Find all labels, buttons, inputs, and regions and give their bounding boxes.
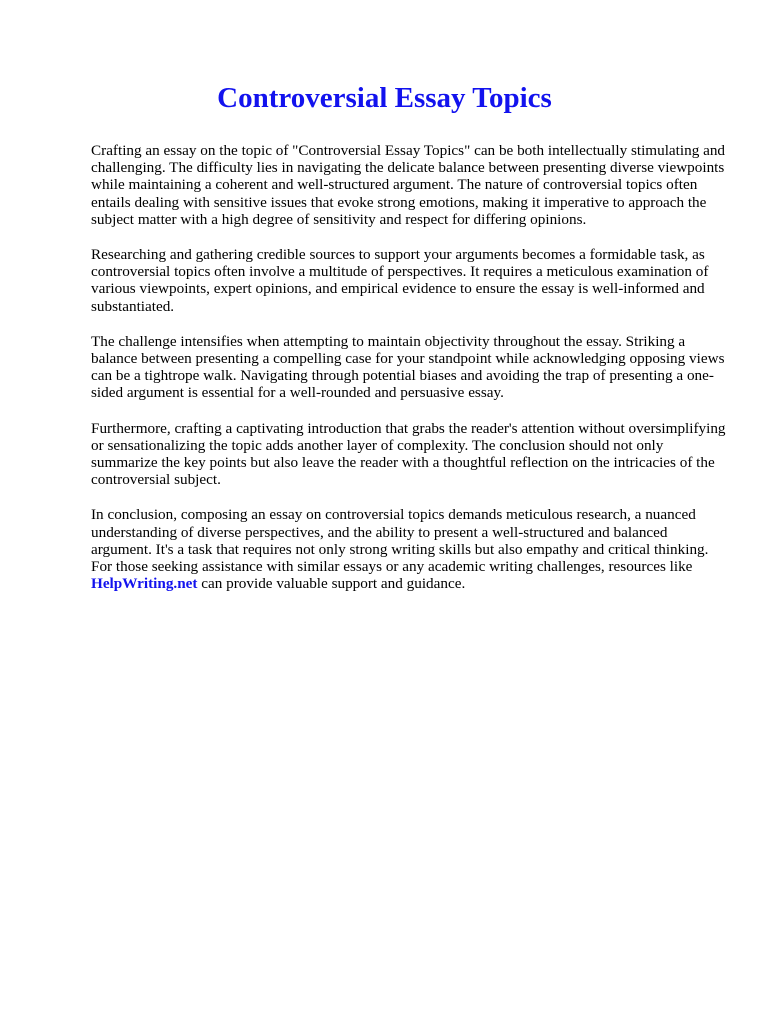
paragraph-intro: Crafting an essay on the topic of "Controversial Essay Topics" can be both intellectually stimulating and challenging. The difficulty lies in navigating the delicate balance between presenting diverse viewpoints while maintaining a coherent and well-structured argument. The nature of controversial topics often entails dealing with sensitive issues that evoke strong emotions, making it imperative to approach the subject matter with a high degree of sensitivity and respect for differing opinions.	[91, 142, 726, 228]
helpwriting-link[interactable]: HelpWriting.net	[91, 575, 198, 593]
conclusion-text-before-link: In conclusion, composing an essay on controversial topics demands meticulous research, a nuanced understanding of diverse perspectives, and the ability to present a well-structured and balanced argument. It's a task that requires not only strong writing skills but also empathy and critical thinking. For those seeking assistance with similar essays or any academic writing challenges, resources like	[91, 506, 709, 576]
paragraph-conclusion	[91, 506, 731, 592]
document-title: Controversial Essay Topics	[217, 82, 552, 114]
paragraph-introduction-conclusion: Furthermore, crafting a captivating introduction that grabs the reader's attention without oversimplifying or sensationalizing the topic adds another layer of complexity. The conclusion should not only summarize the key points but also leave the reader with a thoughtful reflection on the intricacies of the controversial subject.	[91, 419, 726, 489]
paragraph-research: Researching and gathering credible sources to support your arguments becomes a formidable task, as controversial topics often involve a multitude of perspectives. It requires a meticulous examination of various viewpoints, expert opinions, and empirical evidence to ensure the essay is well-informed and substantiated.	[91, 246, 709, 315]
paragraph-objectivity: The challenge intensifies when attempting to maintain objectivity throughout the essay. Striking a balance between presenting a compelling case for your standpoint while acknowledging opposing views can be a tightrope walk. Navigating through potential biases and avoiding the trap of presenting a one-sided argument is essential for a well-rounded and persuasive essay.	[91, 332, 725, 402]
conclusion-text-after-link: can provide valuable support and guidance.	[197, 575, 466, 593]
